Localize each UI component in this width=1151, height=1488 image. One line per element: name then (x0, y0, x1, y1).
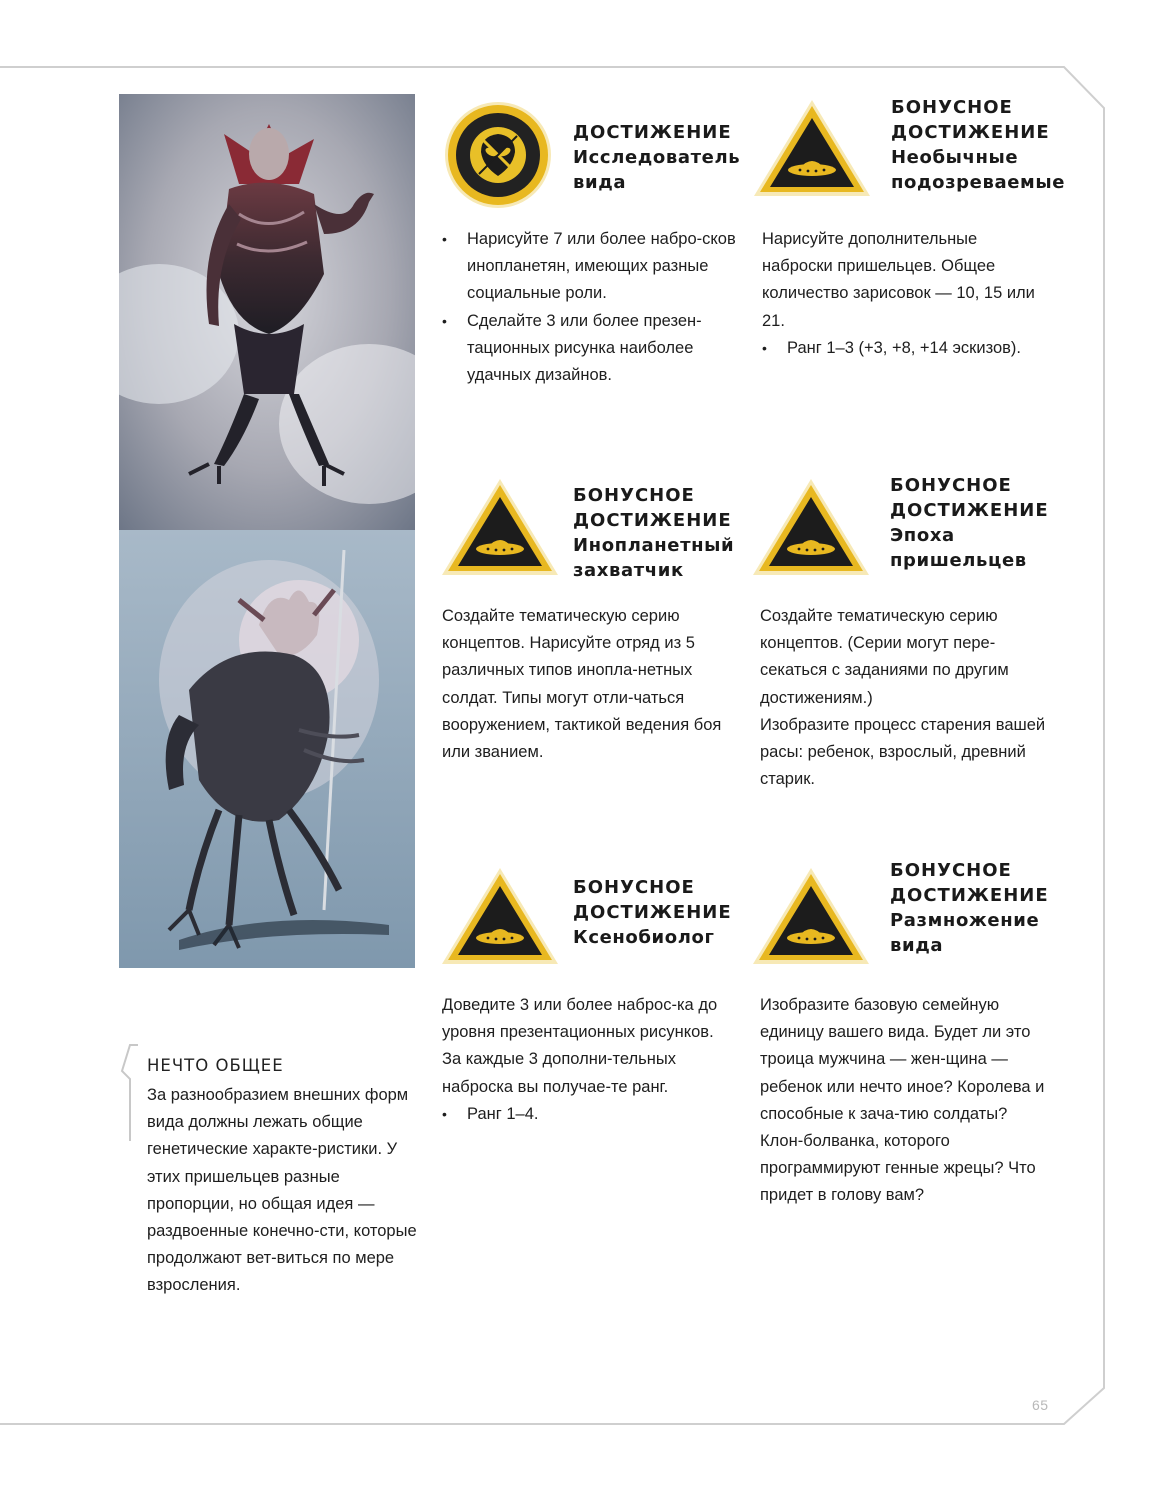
achievement-description: Создайте тематическую серию концептов. Нарисуйте отряд из 5 различных типов инопла-нетных солдат. Типы могут отли-чаться вооружением, тактикой ведения боя или званием. (442, 607, 722, 762)
achievement-description: Нарисуйте дополнительные наброски пришельцев. Общее количество зарисовок — 10, 15 или 21. (762, 230, 1035, 330)
achievement-kind: БОНУСНОЕ (573, 485, 695, 506)
ufo-triangle-icon (440, 866, 560, 966)
achievement-kind: ДОСТИЖЕНИЕ (890, 885, 1049, 906)
achievement-name: Ксенобиолог (573, 927, 715, 948)
achievement-name: вида (890, 935, 944, 956)
list-item: • Сделайте 3 или более презен-тационных рисунка наиболее удачных дизайнов. (442, 308, 737, 390)
alien-head-crossed-icon (443, 100, 553, 210)
ufo-triangle-icon (751, 477, 871, 577)
list-item: • Ранг 1–4. (442, 1101, 722, 1128)
achievement-name: Размножение (890, 910, 1040, 931)
achievement-name: вида (573, 172, 627, 193)
achievement-name: Исследователь (573, 147, 741, 168)
ufo-triangle-icon (751, 866, 871, 966)
achievement-kind: ДОСТИЖЕНИЕ (891, 122, 1050, 143)
list-item: • Ранг 1–3 (+3, +8, +14 эскизов). (762, 335, 1042, 362)
note-bracket (120, 1043, 140, 1143)
achievement-description: Изобразите базовую семейную единицу вашего вида. Будет ли это троица мужчина — жен-щина — ребенок или нечто иное? Королева и способные к зача-тию солдаты? Клон-болванка, которого программируют генные жрецы? Что придет в голову вам? (760, 996, 1045, 1205)
achievement-name: пришельцев (890, 550, 1027, 571)
ufo-triangle-icon (752, 98, 872, 198)
achievement-kind: ДОСТИЖЕНИЕ (573, 510, 732, 531)
achievement-description: Доведите 3 или более наброс-ка до уровня презентационных рисунков. За каждые 3 дополни-тельных наброска вы получае-те ранг. (442, 996, 718, 1096)
achievement-name: Необычные (891, 147, 1019, 168)
achievement-kind: БОНУСНОЕ (891, 97, 1013, 118)
achievement-description: Изобразите процесс старения вашей расы: ребенок, взрослый, древний старик. (760, 715, 1046, 789)
achievement-description: Создайте тематическую серию концептов. (Серии могут пере-секаться с заданиями по другим достижениям.) (760, 607, 1009, 707)
page-number: 65 (1032, 1397, 1049, 1413)
alien-concept-art-top (119, 94, 415, 530)
achievement-kind: БОНУСНОЕ (890, 860, 1012, 881)
achievement-name: захватчик (573, 560, 684, 581)
ufo-triangle-icon (440, 477, 560, 577)
note-title: НЕЧТО ОБЩЕЕ (147, 1056, 284, 1075)
note-text: За разнообразием внешних форм вида должны лежать общие генетические характе-ристики. У этих пришельцев разные пропорции, но общая идея — раздвоенные конечно-сти, которые продолжают вет-виться по мере взросления. (147, 1086, 417, 1295)
alien-concept-art-bottom (119, 530, 415, 968)
achievement-name: подозреваемые (891, 172, 1066, 193)
achievement-name: Эпоха (890, 525, 955, 546)
achievement-kind: ДОСТИЖЕНИЕ (890, 500, 1049, 521)
achievement-kind: ДОСТИЖЕНИЕ (573, 122, 732, 143)
achievement-kind: ДОСТИЖЕНИЕ (573, 902, 732, 923)
list-item: • Нарисуйте 7 или более набро-сков инопланетян, имеющих разные социальные роли. (442, 226, 737, 308)
achievement-kind: БОНУСНОЕ (890, 475, 1012, 496)
achievement-kind: БОНУСНОЕ (573, 877, 695, 898)
achievement-name: Инопланетный (573, 535, 735, 556)
